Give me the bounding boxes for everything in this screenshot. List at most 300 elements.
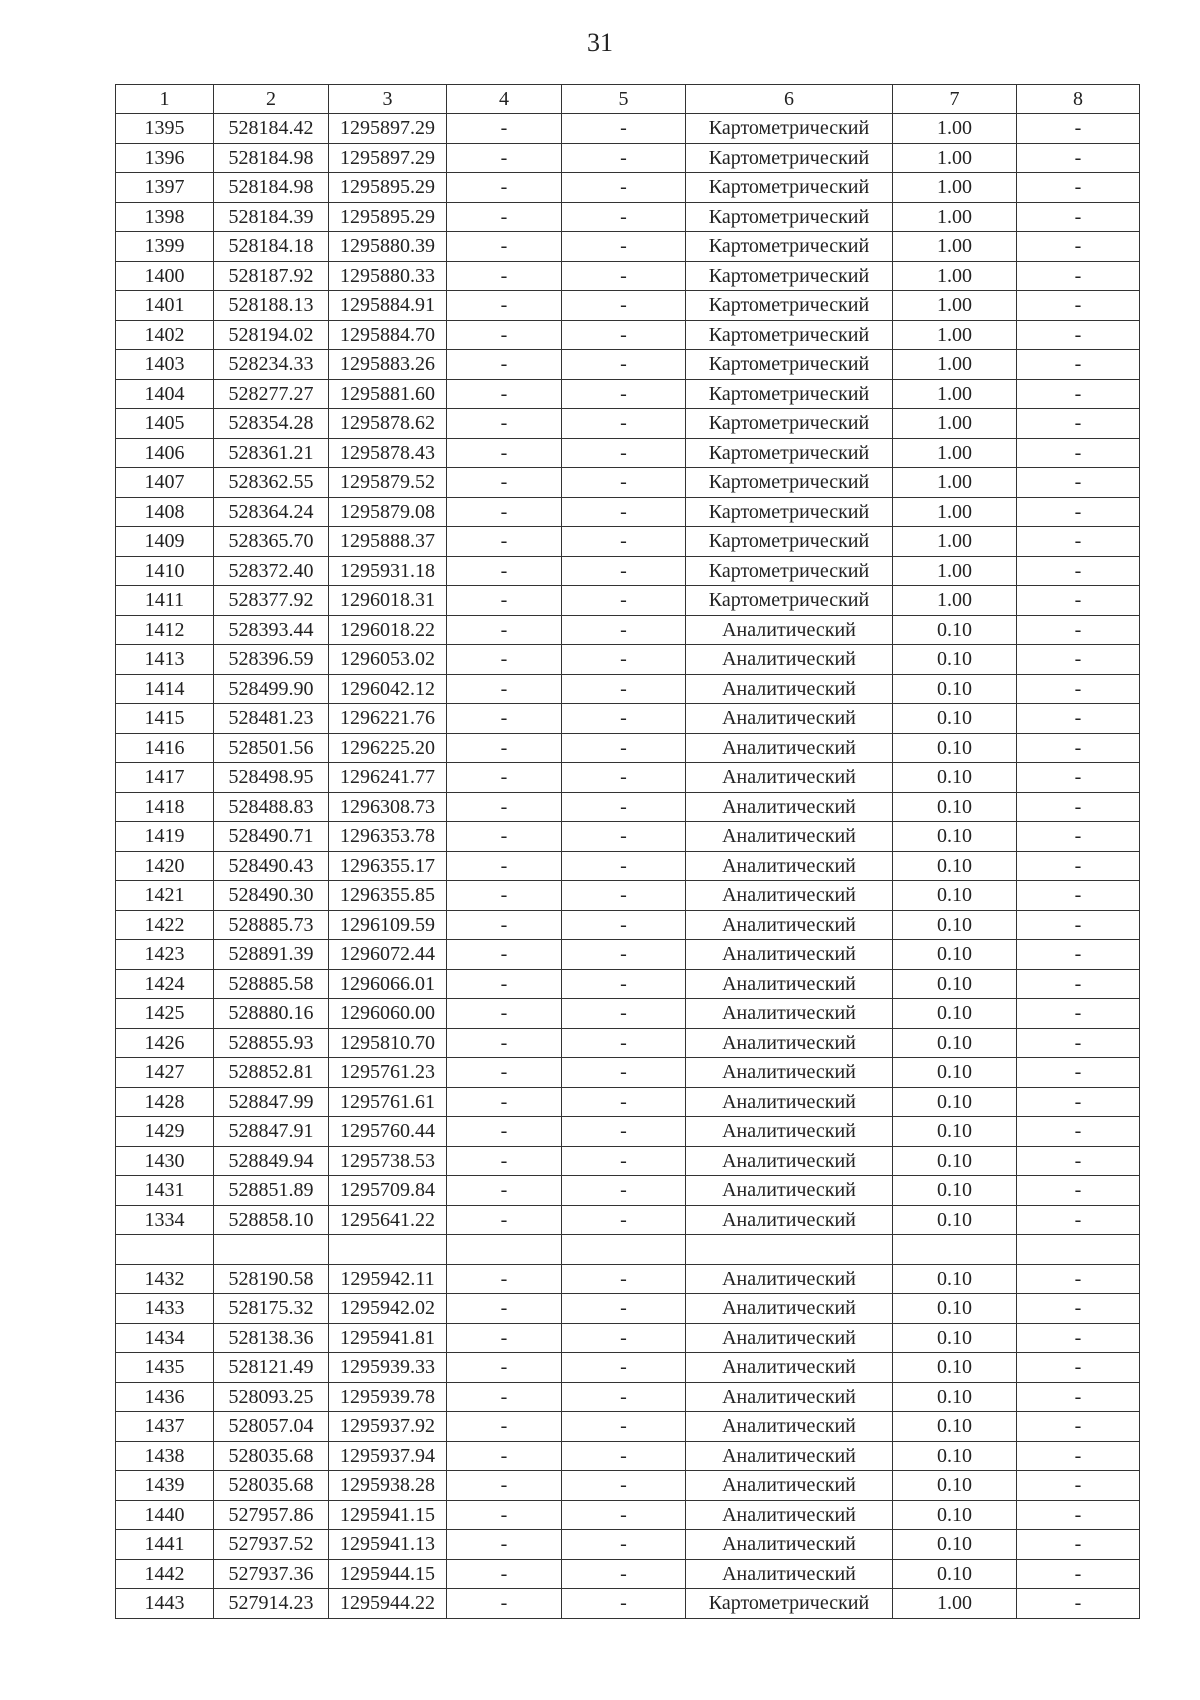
cell-coord-y: 1295878.62 [329,409,447,439]
cell-accuracy: 0.10 [893,1441,1017,1471]
cell-col-4: - [447,615,562,645]
cell-method: Аналитический [686,1264,893,1294]
table-row [116,940,1140,970]
cell-col-4: - [447,232,562,262]
cell-col-5: - [562,940,686,970]
table-row [116,1471,1140,1501]
cell-col-5: - [562,999,686,1029]
cell-col-4: - [447,1294,562,1324]
cell-coord-y: 1296241.77 [329,763,447,793]
cell-coord-y: 1295760.44 [329,1117,447,1147]
cell-accuracy: 0.10 [893,1530,1017,1560]
cell-coord-y: 1295944.15 [329,1559,447,1589]
cell-method: Картометрический [686,261,893,291]
cell-coord-y: 1295937.92 [329,1412,447,1442]
cell-col-8: - [1017,173,1140,203]
cell-accuracy: 0.10 [893,940,1017,970]
cell-coord-y: 1296018.31 [329,586,447,616]
cell-col-5: - [562,497,686,527]
cell-coord-y: 1296355.17 [329,851,447,881]
cell-point-number: 1410 [116,556,214,586]
cell-method: Картометрический [686,1589,893,1619]
table-row [116,645,1140,675]
cell-coord-x: 528035.68 [214,1471,329,1501]
cell-col-5: - [562,910,686,940]
cell-point-number: 1426 [116,1028,214,1058]
cell-coord-x: 528396.59 [214,645,329,675]
cell-col-8: - [1017,1264,1140,1294]
column-header-1: 1 [116,85,214,114]
cell-col-5: - [562,1087,686,1117]
table-row [116,379,1140,409]
cell-coord-y: 1296042.12 [329,674,447,704]
cell-col-5: - [562,1028,686,1058]
cell-col-4: - [447,645,562,675]
cell-method [686,1235,893,1265]
cell-col-4: - [447,1382,562,1412]
cell-accuracy: 1.00 [893,350,1017,380]
cell-coord-y: 1295879.08 [329,497,447,527]
cell-accuracy: 1.00 [893,527,1017,557]
cell-method: Аналитический [686,851,893,881]
cell-col-4: - [447,527,562,557]
cell-col-4: - [447,1264,562,1294]
cell-point-number: 1411 [116,586,214,616]
cell-coord-y: 1295941.81 [329,1323,447,1353]
cell-accuracy: 0.10 [893,1087,1017,1117]
cell-coord-x: 527937.36 [214,1559,329,1589]
cell-accuracy: 1.00 [893,173,1017,203]
cell-col-8: - [1017,1500,1140,1530]
cell-point-number: 1424 [116,969,214,999]
cell-col-8: - [1017,881,1140,911]
cell-coord-x: 528364.24 [214,497,329,527]
cell-coord-x: 528188.13 [214,291,329,321]
cell-coord-x: 528362.55 [214,468,329,498]
cell-col-8: - [1017,1205,1140,1235]
cell-point-number: 1425 [116,999,214,1029]
cell-coord-y: 1295942.02 [329,1294,447,1324]
cell-col-5: - [562,350,686,380]
cell-coord-x: 528190.58 [214,1264,329,1294]
cell-coord-x: 528847.91 [214,1117,329,1147]
cell-method: Аналитический [686,1146,893,1176]
page-number: 31 [587,28,613,57]
table-row [116,468,1140,498]
cell-point-number: 1433 [116,1294,214,1324]
table-row [116,1028,1140,1058]
cell-col-4: - [447,733,562,763]
table-body [116,114,1140,1619]
table-row [116,143,1140,173]
cell-col-5: - [562,1471,686,1501]
cell-coord-x: 528880.16 [214,999,329,1029]
cell-col-4: - [447,940,562,970]
cell-col-8: - [1017,999,1140,1029]
cell-method: Аналитический [686,969,893,999]
cell-accuracy [893,1235,1017,1265]
cell-coord-x: 528184.18 [214,232,329,262]
cell-point-number: 1432 [116,1264,214,1294]
table-row [116,881,1140,911]
cell-col-5: - [562,881,686,911]
cell-point-number: 1401 [116,291,214,321]
cell-col-4: - [447,763,562,793]
cell-col-8: - [1017,940,1140,970]
cell-coord-x: 528858.10 [214,1205,329,1235]
cell-accuracy: 0.10 [893,704,1017,734]
cell-col-5: - [562,1323,686,1353]
cell-coord-x: 528121.49 [214,1353,329,1383]
cell-coord-x: 528490.43 [214,851,329,881]
cell-point-number: 1398 [116,202,214,232]
cell-col-8: - [1017,438,1140,468]
table-row [116,1441,1140,1471]
cell-coord-x: 528885.58 [214,969,329,999]
table-row [116,202,1140,232]
cell-col-4: - [447,910,562,940]
cell-method: Аналитический [686,1530,893,1560]
cell-accuracy: 0.10 [893,763,1017,793]
table-row [116,114,1140,144]
cell-method: Картометрический [686,527,893,557]
cell-method: Аналитический [686,1058,893,1088]
cell-col-8: - [1017,674,1140,704]
table-row [116,910,1140,940]
cell-coord-y: 1295895.29 [329,202,447,232]
cell-col-5: - [562,1146,686,1176]
cell-coord-x: 528499.90 [214,674,329,704]
cell-coord-x: 528184.42 [214,114,329,144]
cell-point-number: 1405 [116,409,214,439]
cell-col-5: - [562,1530,686,1560]
cell-coord-x: 528849.94 [214,1146,329,1176]
cell-coord-y: 1295878.43 [329,438,447,468]
cell-col-5: - [562,851,686,881]
cell-accuracy: 1.00 [893,291,1017,321]
cell-col-4: - [447,438,562,468]
cell-coord-x: 528365.70 [214,527,329,557]
cell-point-number: 1422 [116,910,214,940]
cell-point-number: 1439 [116,1471,214,1501]
cell-col-5: - [562,527,686,557]
cell-point-number: 1419 [116,822,214,852]
cell-col-4: - [447,1441,562,1471]
cell-col-5: - [562,438,686,468]
column-header-2: 2 [214,85,329,114]
cell-col-5: - [562,1353,686,1383]
cell-coord-y: 1295944.22 [329,1589,447,1619]
cell-point-number: 1409 [116,527,214,557]
cell-col-4: - [447,851,562,881]
cell-col-4: - [447,1146,562,1176]
cell-point-number: 1423 [116,940,214,970]
cell-col-8: - [1017,733,1140,763]
cell-accuracy: 1.00 [893,586,1017,616]
table-row [116,261,1140,291]
cell-method: Аналитический [686,615,893,645]
cell-coord-x: 528354.28 [214,409,329,439]
cell-coord-x: 528488.83 [214,792,329,822]
cell-accuracy: 0.10 [893,1117,1017,1147]
cell-col-8: - [1017,497,1140,527]
cell-col-5: - [562,1500,686,1530]
cell-col-5: - [562,379,686,409]
column-header-7: 7 [893,85,1017,114]
cell-coord-y: 1296053.02 [329,645,447,675]
cell-coord-x: 528184.39 [214,202,329,232]
cell-col-8: - [1017,114,1140,144]
cell-point-number: 1420 [116,851,214,881]
cell-coord-y: 1295761.23 [329,1058,447,1088]
cell-col-4: - [447,173,562,203]
cell-col-5: - [562,261,686,291]
cell-point-number: 1403 [116,350,214,380]
cell-coord-x: 528194.02 [214,320,329,350]
cell-coord-x: 528393.44 [214,615,329,645]
cell-col-5: - [562,1412,686,1442]
cell-point-number: 1395 [116,114,214,144]
cell-col-4: - [447,822,562,852]
cell-col-8: - [1017,350,1140,380]
cell-coord-x: 528361.21 [214,438,329,468]
cell-method: Аналитический [686,1294,893,1324]
cell-point-number: 1416 [116,733,214,763]
cell-coord-y: 1295738.53 [329,1146,447,1176]
table-row [116,704,1140,734]
cell-method: Картометрический [686,114,893,144]
cell-col-8: - [1017,1146,1140,1176]
cell-col-4: - [447,1087,562,1117]
cell-coord-y: 1296109.59 [329,910,447,940]
cell-col-5: - [562,114,686,144]
cell-col-4: - [447,1559,562,1589]
cell-col-5: - [562,320,686,350]
cell-col-8: - [1017,910,1140,940]
cell-col-4: - [447,1028,562,1058]
table-row [116,173,1140,203]
table-row [116,1176,1140,1206]
cell-coord-x: 528490.71 [214,822,329,852]
table-row [116,851,1140,881]
cell-method: Картометрический [686,320,893,350]
cell-accuracy: 0.10 [893,1264,1017,1294]
cell-point-number: 1434 [116,1323,214,1353]
cell-method: Картометрический [686,586,893,616]
cell-col-5: - [562,1589,686,1619]
cell-col-8: - [1017,232,1140,262]
table-row [116,527,1140,557]
cell-coord-y: 1296308.73 [329,792,447,822]
cell-coord-y: 1296060.00 [329,999,447,1029]
cell-method: Аналитический [686,1441,893,1471]
cell-coord-y: 1295938.28 [329,1471,447,1501]
cell-point-number: 1413 [116,645,214,675]
cell-point-number: 1437 [116,1412,214,1442]
cell-col-8: - [1017,763,1140,793]
cell-method: Аналитический [686,1028,893,1058]
cell-accuracy: 0.10 [893,733,1017,763]
cell-method: Картометрический [686,232,893,262]
header-row [116,85,1140,114]
cell-col-5: - [562,1441,686,1471]
cell-coord-x: 528498.95 [214,763,329,793]
cell-col-4: - [447,114,562,144]
table-row [116,1264,1140,1294]
cell-col-8: - [1017,1441,1140,1471]
cell-accuracy: 1.00 [893,497,1017,527]
cell-accuracy: 1.00 [893,1589,1017,1619]
cell-col-8: - [1017,822,1140,852]
cell-accuracy: 0.10 [893,1323,1017,1353]
column-header-6: 6 [686,85,893,114]
cell-coord-x: 528852.81 [214,1058,329,1088]
table-row [116,1500,1140,1530]
cell-col-4: - [447,1058,562,1088]
cell-col-5: - [562,468,686,498]
cell-col-8: - [1017,615,1140,645]
cell-col-8: - [1017,792,1140,822]
table-row [116,1412,1140,1442]
cell-col-5: - [562,969,686,999]
cell-col-5: - [562,173,686,203]
cell-accuracy: 0.10 [893,1471,1017,1501]
cell-coord-x: 528891.39 [214,940,329,970]
cell-col-5: - [562,143,686,173]
cell-accuracy: 1.00 [893,320,1017,350]
cell-point-number: 1440 [116,1500,214,1530]
cell-point-number: 1427 [116,1058,214,1088]
cell-col-4: - [447,674,562,704]
cell-col-4 [447,1235,562,1265]
cell-coord-y [329,1235,447,1265]
cell-accuracy: 1.00 [893,438,1017,468]
cell-accuracy: 1.00 [893,379,1017,409]
cell-method: Аналитический [686,940,893,970]
cell-coord-x: 528885.73 [214,910,329,940]
cell-coord-y: 1295884.91 [329,291,447,321]
cell-coord-y: 1295937.94 [329,1441,447,1471]
table-row [116,1382,1140,1412]
cell-col-4: - [447,320,562,350]
cell-col-4: - [447,202,562,232]
table-row [116,733,1140,763]
cell-method: Картометрический [686,438,893,468]
cell-accuracy: 0.10 [893,674,1017,704]
cell-coord-x: 528490.30 [214,881,329,911]
cell-col-5: - [562,1117,686,1147]
cell-method: Картометрический [686,350,893,380]
cell-point-number: 1429 [116,1117,214,1147]
cell-method: Аналитический [686,1176,893,1206]
cell-coord-y: 1295641.22 [329,1205,447,1235]
cell-col-5: - [562,615,686,645]
cell-method: Аналитический [686,1205,893,1235]
cell-col-8: - [1017,527,1140,557]
cell-accuracy: 1.00 [893,556,1017,586]
cell-coord-y: 1295881.60 [329,379,447,409]
cell-col-8: - [1017,1353,1140,1383]
cell-point-number: 1428 [116,1087,214,1117]
cell-coord-x: 527937.52 [214,1530,329,1560]
cell-col-4: - [447,704,562,734]
cell-method: Аналитический [686,881,893,911]
cell-coord-y: 1295895.29 [329,173,447,203]
cell-col-5 [562,1235,686,1265]
cell-col-4: - [447,1176,562,1206]
cell-col-5: - [562,1382,686,1412]
cell-accuracy: 1.00 [893,468,1017,498]
table-row [116,969,1140,999]
table-row [116,763,1140,793]
cell-point-number: 1399 [116,232,214,262]
table-row [116,999,1140,1029]
cell-point-number: 1443 [116,1589,214,1619]
cell-col-8: - [1017,1471,1140,1501]
table-row [116,1058,1140,1088]
cell-method: Аналитический [686,1117,893,1147]
cell-accuracy: 0.10 [893,1559,1017,1589]
cell-accuracy: 0.10 [893,615,1017,645]
table-row [116,1087,1140,1117]
cell-coord-y: 1295888.37 [329,527,447,557]
table-row [116,409,1140,439]
cell-col-8: - [1017,143,1140,173]
cell-col-8: - [1017,291,1140,321]
cell-coord-x: 528035.68 [214,1441,329,1471]
cell-point-number: 1430 [116,1146,214,1176]
cell-method: Аналитический [686,822,893,852]
cell-method: Аналитический [686,1471,893,1501]
cell-col-4: - [447,497,562,527]
cell-col-8: - [1017,586,1140,616]
cell-method: Аналитический [686,733,893,763]
cell-col-5: - [562,674,686,704]
cell-col-8: - [1017,468,1140,498]
cell-coord-y: 1295939.78 [329,1382,447,1412]
cell-method: Аналитический [686,1323,893,1353]
cell-coord-x: 528501.56 [214,733,329,763]
cell-point-number: 1436 [116,1382,214,1412]
cell-accuracy: 0.10 [893,999,1017,1029]
cell-accuracy: 0.10 [893,1176,1017,1206]
cell-accuracy: 0.10 [893,1353,1017,1383]
cell-method: Картометрический [686,202,893,232]
table-row [116,1146,1140,1176]
cell-point-number: 1418 [116,792,214,822]
table-row [116,822,1140,852]
cell-col-8: - [1017,851,1140,881]
cell-coord-x: 528187.92 [214,261,329,291]
cell-method: Аналитический [686,704,893,734]
cell-accuracy: 1.00 [893,143,1017,173]
cell-coord-y: 1295897.29 [329,143,447,173]
cell-point-number: 1407 [116,468,214,498]
cell-col-4: - [447,999,562,1029]
cell-accuracy: 1.00 [893,232,1017,262]
cell-coord-y: 1295883.26 [329,350,447,380]
cell-method: Аналитический [686,1412,893,1442]
cell-col-4: - [447,409,562,439]
cell-col-5: - [562,586,686,616]
cell-coord-x: 528277.27 [214,379,329,409]
cell-point-number: 1412 [116,615,214,645]
cell-coord-y: 1295939.33 [329,1353,447,1383]
cell-coord-x: 528372.40 [214,556,329,586]
cell-method: Аналитический [686,763,893,793]
table-row [116,438,1140,468]
cell-method: Аналитический [686,792,893,822]
